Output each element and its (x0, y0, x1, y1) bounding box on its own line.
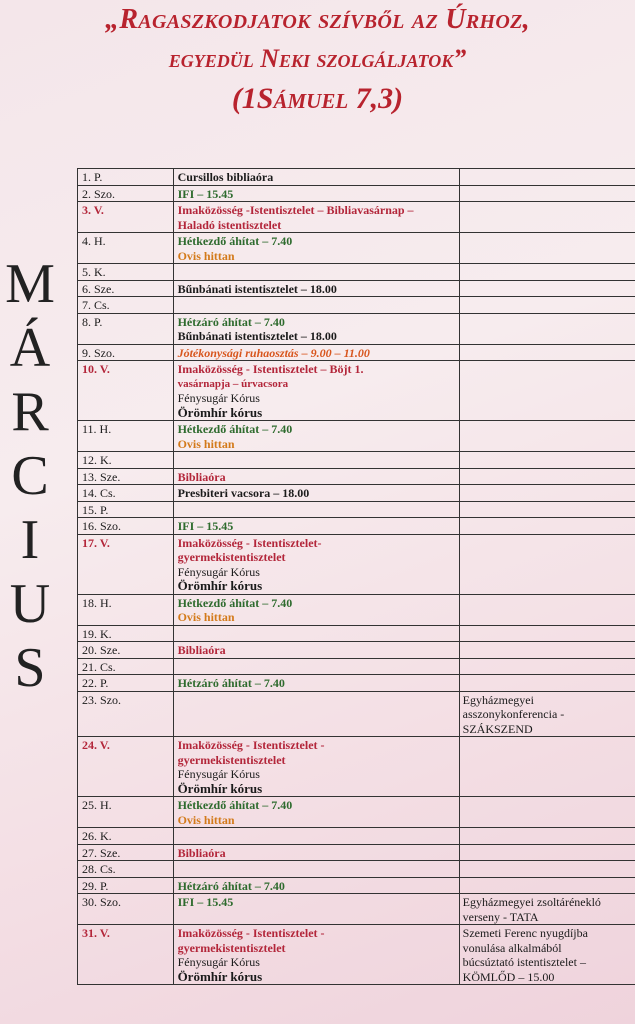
calendar-row (78, 501, 635, 518)
note-text: verseny - TATA (462, 909, 539, 924)
event-cell (173, 737, 459, 797)
note-cell (459, 844, 635, 861)
event-cell (173, 894, 459, 925)
note-cell (459, 297, 635, 314)
event-text: Ovis hittan (177, 248, 235, 263)
event-cell (173, 518, 459, 535)
event-cell (173, 534, 459, 594)
day-cell: 1. P. (78, 169, 174, 186)
note-cell (459, 642, 635, 659)
day-cell: 7. Cs. (78, 297, 174, 314)
event-cell (173, 233, 459, 264)
event-text: Jótékonysági ruhaosztás – 9.00 – 11.00 (177, 345, 370, 360)
day-cell: 17. V. (78, 534, 174, 594)
calendar-row (78, 844, 635, 861)
event-text: Imaközösség - Istentisztelet - (177, 738, 325, 752)
calendar-row (78, 534, 635, 594)
month-letter: I (20, 509, 40, 571)
event-text: Imaközösség -Istentisztelet – Bibliavasárnap – (177, 203, 414, 217)
note-cell (459, 518, 635, 535)
calendar-row (78, 313, 635, 344)
calendar-row (78, 894, 635, 925)
event-text: IFI – 15.45 (177, 895, 234, 909)
note-cell (459, 280, 635, 297)
note-cell (459, 264, 635, 281)
event-cell (173, 280, 459, 297)
note-cell (459, 797, 635, 828)
note-cell (459, 468, 635, 485)
day-cell: 13. Sze. (78, 468, 174, 485)
event-cell (173, 297, 459, 314)
event-cell (173, 501, 459, 518)
event-cell (173, 861, 459, 878)
month-letter: M (5, 253, 55, 315)
note-text: Egyházmegyei (462, 692, 534, 707)
month-letter: S (14, 637, 46, 699)
note-cell (459, 501, 635, 518)
calendar-row (78, 264, 635, 281)
page-header (0, 0, 635, 160)
day-cell: 29. P. (78, 877, 174, 894)
note-cell (459, 877, 635, 894)
month-letter: U (9, 573, 51, 635)
note-text: Egyházmegyei zsoltárénekló (462, 895, 601, 909)
calendar-row (78, 691, 635, 737)
event-text: Örömhír kórus (177, 404, 263, 420)
note-cell (459, 534, 635, 594)
note-cell (459, 675, 635, 692)
calendar-row (78, 169, 635, 186)
event-cell (173, 468, 459, 485)
event-text: Hétkezdő áhítat – 7.40 (177, 234, 293, 248)
day-cell: 15. P. (78, 501, 174, 518)
note-text: Szemeti Ferenc nyugdíjba (462, 926, 588, 940)
month-letter: Á (9, 317, 51, 379)
calendar-row (78, 925, 635, 985)
note-cell (459, 233, 635, 264)
event-cell (173, 642, 459, 659)
note-text: SZÁKSZEND (462, 721, 533, 736)
note-cell (459, 691, 635, 737)
note-cell (459, 658, 635, 675)
day-cell: 20. Sze. (78, 642, 174, 659)
event-text: Örömhír kórus (177, 780, 263, 796)
event-cell (173, 797, 459, 828)
event-cell (173, 594, 459, 625)
day-cell: 27. Sze. (78, 844, 174, 861)
event-text: Fénysugár Kórus (177, 955, 260, 969)
event-cell (173, 169, 459, 186)
day-cell: 16. Szo. (78, 518, 174, 535)
day-cell: 2. Szo. (78, 185, 174, 202)
day-cell: 25. H. (78, 797, 174, 828)
event-text: Imaközösség - Istentisztelet - (177, 926, 325, 940)
calendar-row (78, 642, 635, 659)
event-text: Ovis hittan (177, 436, 235, 451)
calendar-row (78, 797, 635, 828)
day-cell: 6. Sze. (78, 280, 174, 297)
calendar-row (78, 625, 635, 642)
event-cell (173, 844, 459, 861)
calendar-row (78, 518, 635, 535)
day-cell: 18. H. (78, 594, 174, 625)
calendar-row (78, 202, 635, 233)
note-text: vonulása alkalmából (462, 940, 562, 955)
day-cell: 11. H. (78, 421, 174, 452)
calendar-row (78, 877, 635, 894)
event-text: Bibliaóra (177, 469, 226, 484)
note-cell (459, 594, 635, 625)
note-cell (459, 452, 635, 469)
day-cell: 22. P. (78, 675, 174, 692)
event-cell (173, 202, 459, 233)
event-text: Bűnbánati istentisztelet – 18.00 (177, 329, 337, 343)
day-cell: 21. Cs. (78, 658, 174, 675)
event-text: Hétzáró áhítat – 7.40 (177, 878, 285, 893)
note-cell (459, 185, 635, 202)
event-cell (173, 452, 459, 469)
event-cell (173, 344, 459, 361)
day-cell: 19. K. (78, 625, 174, 642)
day-cell: 10. V. (78, 361, 174, 421)
header-reference: (1Sámuel 7,3) (231, 82, 404, 115)
event-text: Ovis hittan (177, 812, 235, 827)
event-cell (173, 925, 459, 985)
event-text: Fénysugár Kórus (177, 564, 260, 579)
event-text: Bibliaóra (177, 643, 226, 657)
event-text: Hétzáró áhítat – 7.40 (177, 314, 285, 329)
day-cell: 14. Cs. (78, 485, 174, 502)
note-cell (459, 421, 635, 452)
event-text: Hétkezdő áhítat – 7.40 (177, 798, 293, 812)
note-cell (459, 202, 635, 233)
event-text: gyermekistentisztelet (177, 940, 286, 955)
event-text: IFI – 15.45 (177, 519, 234, 533)
calendar-row (78, 828, 635, 845)
note-cell (459, 737, 635, 797)
event-cell (173, 361, 459, 421)
event-cell (173, 691, 459, 737)
day-cell: 24. V. (78, 737, 174, 797)
calendar-row (78, 233, 635, 264)
event-cell (173, 675, 459, 692)
event-text: Presbiteri vacsora – 18.00 (177, 486, 310, 500)
note-cell (459, 861, 635, 878)
event-text: IFI – 15.45 (177, 186, 234, 201)
calendar-row (78, 737, 635, 797)
calendar-row (78, 485, 635, 502)
event-text: Hétzáró áhítat – 7.40 (177, 676, 285, 690)
calendar-row (78, 594, 635, 625)
event-text: Imaközösség - Istentisztelet- (177, 535, 322, 550)
calendar-row (78, 658, 635, 675)
calendar-row (78, 280, 635, 297)
calendar-row (78, 861, 635, 878)
note-text: búcsúztató istentisztelet – (462, 955, 586, 969)
event-cell (173, 485, 459, 502)
event-cell (173, 877, 459, 894)
day-cell: 23. Szo. (78, 691, 174, 737)
event-text: Fénysugár Kórus (177, 391, 260, 405)
calendar-row (78, 452, 635, 469)
event-cell (173, 313, 459, 344)
note-cell (459, 344, 635, 361)
event-text: Bibliaóra (177, 845, 226, 860)
calendar-row (78, 468, 635, 485)
note-cell (459, 925, 635, 985)
event-cell (173, 658, 459, 675)
calendar-row (78, 675, 635, 692)
day-cell: 31. V. (78, 925, 174, 985)
header-line-2: egyedül Neki szolgáljatok” (168, 44, 467, 73)
note-cell (459, 313, 635, 344)
event-text: Hétkezdő áhítat – 7.40 (177, 422, 293, 436)
event-text: Bűnbánati istentisztelet – 18.00 (177, 281, 337, 296)
day-cell: 30. Szo. (78, 894, 174, 925)
day-cell: 8. P. (78, 313, 174, 344)
day-cell: 3. V. (78, 202, 174, 233)
event-text: Imaközösség - Istentisztelet – Böjt 1. (177, 362, 364, 376)
event-text: vasárnapja – úrvacsora (177, 377, 289, 390)
note-text: asszonykonferencia - (462, 707, 565, 721)
month-name-vertical (0, 252, 60, 700)
event-text: Hétkezdő áhítat – 7.40 (177, 595, 293, 610)
calendar-row (78, 297, 635, 314)
month-letter: C (11, 445, 49, 507)
note-cell (459, 625, 635, 642)
event-calendar-table (77, 168, 635, 985)
calendar-row (78, 344, 635, 361)
event-cell (173, 828, 459, 845)
calendar-row (78, 185, 635, 202)
note-cell (459, 894, 635, 925)
note-text: KÖMLŐD – 15.00 (462, 969, 555, 984)
event-cell (173, 185, 459, 202)
header-line-1: „Ragaszkodjatok szívből az Úrhoz, (105, 4, 530, 35)
day-cell: 4. H. (78, 233, 174, 264)
note-cell (459, 361, 635, 421)
note-cell (459, 485, 635, 502)
event-text: Cursillos bibliaóra (177, 170, 274, 184)
day-cell: 28. Cs. (78, 861, 174, 878)
day-cell: 5. K. (78, 264, 174, 281)
event-text: Ovis hittan (177, 610, 235, 624)
event-text: gyermekistentisztelet (177, 550, 286, 564)
day-cell: 26. K. (78, 828, 174, 845)
note-cell (459, 828, 635, 845)
event-text: gyermekistentisztelet (177, 752, 286, 767)
note-cell (459, 169, 635, 186)
day-cell: 9. Szo. (78, 344, 174, 361)
event-cell (173, 421, 459, 452)
day-cell: 12. K. (78, 452, 174, 469)
event-cell (173, 264, 459, 281)
calendar-row (78, 361, 635, 421)
event-text: Örömhír kórus (177, 578, 263, 593)
event-cell (173, 625, 459, 642)
month-letter: R (11, 381, 49, 443)
event-text: Haladó istentisztelet (177, 217, 282, 232)
calendar-row (78, 421, 635, 452)
event-text: Örömhír kórus (177, 968, 263, 984)
event-text: Fénysugár Kórus (177, 767, 260, 781)
